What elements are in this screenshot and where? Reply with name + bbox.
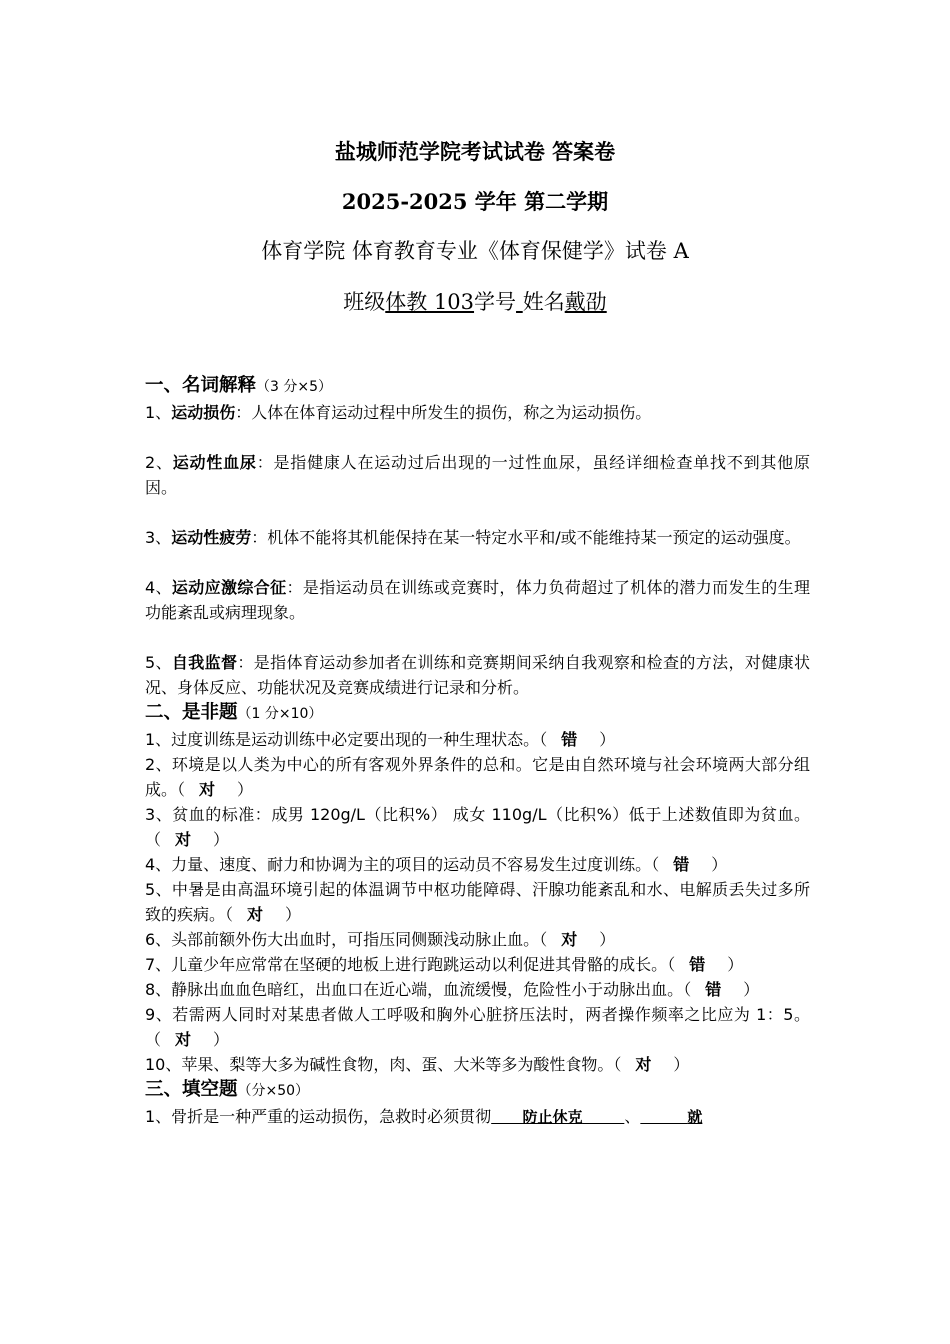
fill-blank-answer: 就 xyxy=(687,1108,703,1126)
section-2-heading: 二、是非题（1 分×10） xyxy=(145,702,323,723)
id-blank xyxy=(516,290,523,314)
answer: 错 xyxy=(705,980,722,999)
answer: 对 xyxy=(175,830,192,849)
answer: 对 xyxy=(635,1055,652,1074)
answer: 错 xyxy=(673,855,690,874)
answer: 错 xyxy=(561,730,578,749)
true-false-item: 1、过度训练是运动训练中必定要出现的一种生理状态。（ 错 ） xyxy=(145,730,616,749)
answer: 对 xyxy=(247,905,264,924)
true-false-item: 8、静脉出血血色暗红，出血口在近心端，血流缓慢，危险性小于动脉出血。（ 错 ） xyxy=(145,980,760,999)
fill-blank-answer: 防止休克 xyxy=(522,1108,583,1126)
true-false-item: 3、贫血的标准：成男 120g/L（比积%） 成女 110g/L（比积%）低于上述数值即为贫血。（ 对 ） xyxy=(145,805,810,849)
name-label: 姓名 xyxy=(522,290,565,314)
section-1-heading: 一、名词解释（3 分×5） xyxy=(145,375,333,396)
fill-blank-item: 1、骨折是一种严重的运动损伤，急救时必须贯彻 防止休克 、 就 xyxy=(145,1107,703,1126)
class-label: 班级 xyxy=(343,290,386,314)
definition-item: 4、运动应激综合征：是指运动员在训练或竞赛时，体力负荷超过了机体的潜力而发生的生理功能紊乱或病理现象。 xyxy=(145,578,810,622)
class-value: 体教 103 xyxy=(385,290,475,314)
exam-title: 盐城师范学院考试试卷 答案卷 xyxy=(334,139,616,164)
definition-item: 2、运动性血尿：是指健康人在运动过后出现的一过性血尿，虽经详细检查单找不到其他原因。 xyxy=(145,453,810,497)
true-false-item: 2、环境是以人类为中心的所有客观外界条件的总和。它是由自然环境与社会环境两大部分组成。（ 对 ） xyxy=(145,755,810,799)
definition-item: 1、运动损伤：人体在体育运动过程中所发生的损伤，称之为运动损伤。 xyxy=(145,403,652,422)
true-false-item: 6、头部前额外伤大出血时，可指压同侧颞浅动脉止血。（ 对 ） xyxy=(145,930,616,949)
true-false-item: 9、若需两人同时对某患者做人工呼吸和胸外心脏挤压法时，两者操作频率之比应为 1：5。（ 对 ） xyxy=(145,1005,810,1049)
exam-subtitle: 体育学院 体育教育专业《体育保健学》试卷 A xyxy=(261,239,689,263)
answer: 对 xyxy=(199,780,216,799)
answer: 对 xyxy=(561,930,578,949)
section-3-heading: 三、填空题（分×50） xyxy=(145,1079,310,1100)
exam-term: 2025-2025 学年 第二学期 xyxy=(341,189,609,214)
definition-item: 5、自我监督：是指体育运动参加者在训练和竞赛期间采纳自我观察和检查的方法，对健康状况、身体反应、功能状况及竞赛成绩进行记录和分析。 xyxy=(145,653,810,697)
answer: 错 xyxy=(689,955,706,974)
name-value: 戴劭 xyxy=(564,290,607,314)
true-false-item: 4、力量、速度、耐力和协调为主的项目的运动员不容易发生过度训练。（ 错 ） xyxy=(145,855,728,874)
answer: 对 xyxy=(175,1030,192,1049)
definition-item: 3、运动性疲劳：机体不能将其机能保持在某一特定水平和/或不能维持某一预定的运动强度。 xyxy=(145,528,801,547)
true-false-item: 10、苹果、梨等大多为碱性食物，肉、蛋、大米等多为酸性食物。（ 对 ） xyxy=(145,1055,690,1074)
true-false-item: 7、儿童少年应常常在坚硬的地板上进行跑跳运动以利促进其骨骼的成长。（ 错 ） xyxy=(145,955,744,974)
student-info-line xyxy=(0,286,950,316)
id-label: 学号 xyxy=(474,290,517,314)
exam-body xyxy=(145,373,810,1130)
true-false-item: 5、中暑是由高温环境引起的体温调节中枢功能障碍、汗腺功能紊乱和水、电解质丢失过多所致的疾病。（ 对 ） xyxy=(145,880,810,924)
